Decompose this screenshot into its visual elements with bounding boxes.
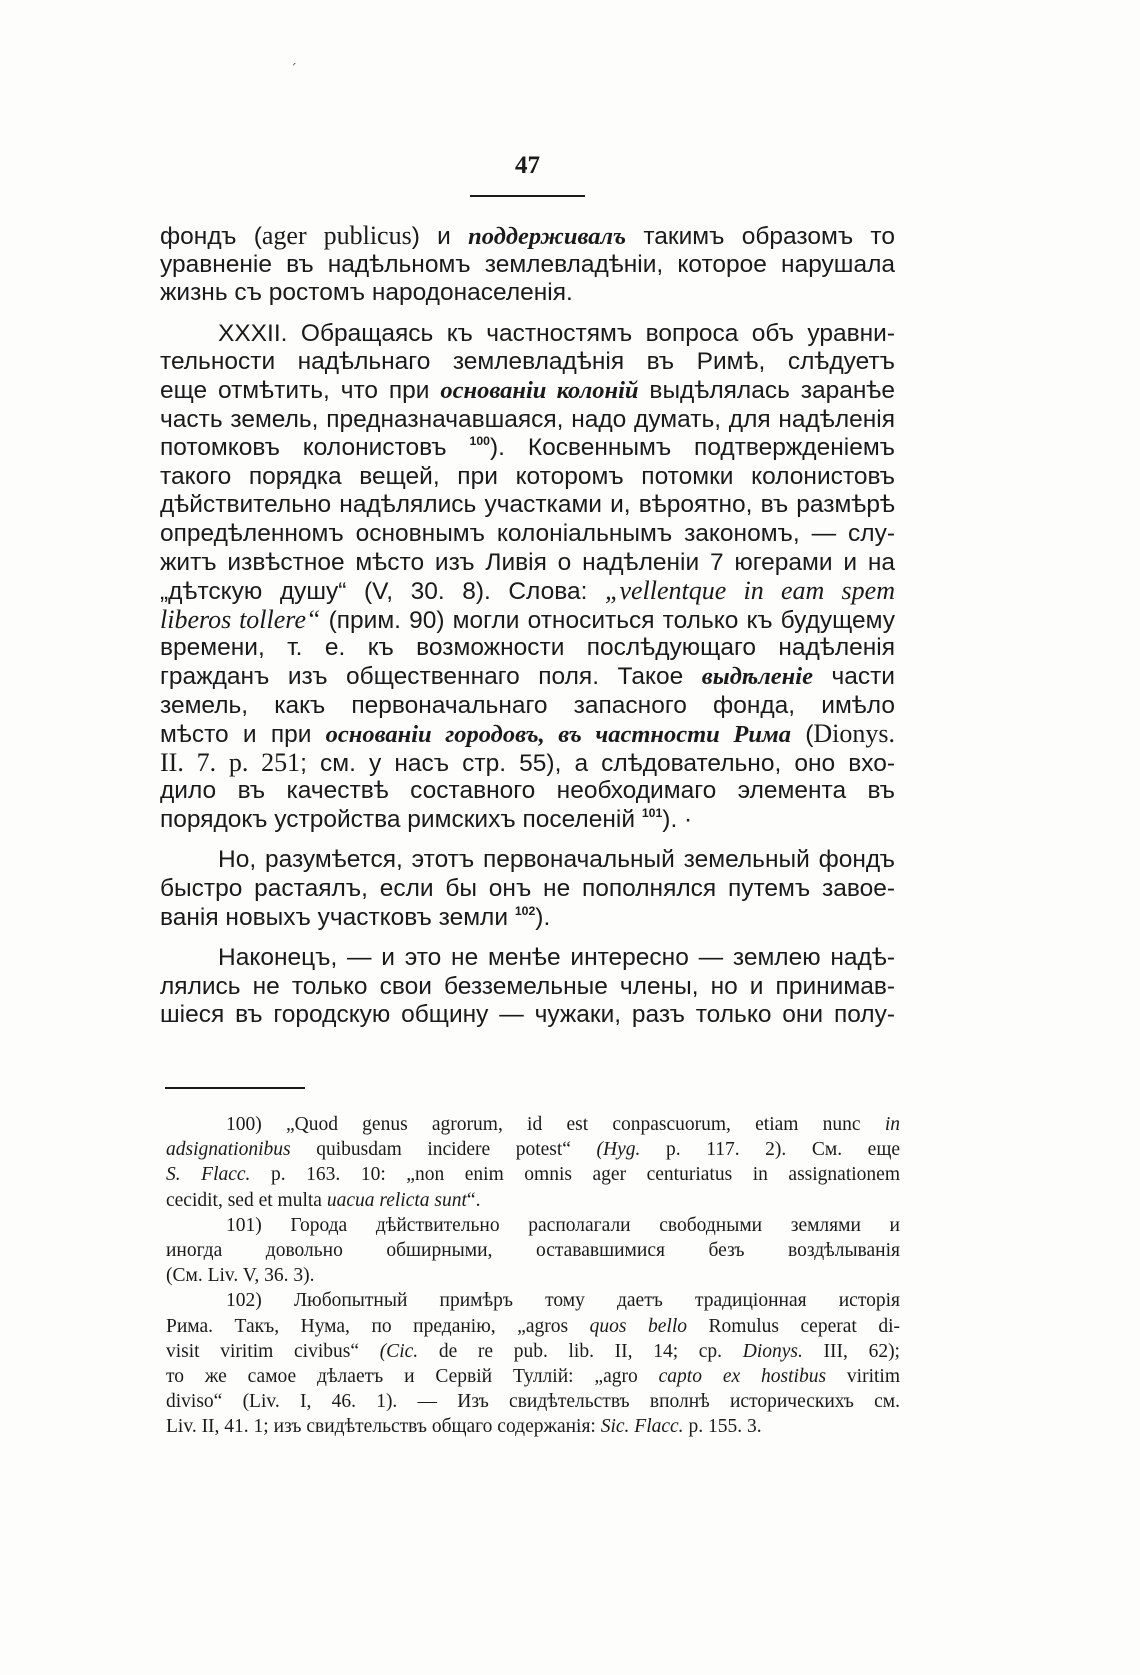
text-run: Liv. II, 41. 1; изъ свидѣтельствъ общаго содержанія: bbox=[166, 1416, 601, 1438]
footnote-ref: 101 bbox=[641, 806, 663, 821]
text-line bbox=[160, 749, 895, 778]
emphasis: основаніи колоній bbox=[440, 376, 639, 404]
italic-text: in bbox=[884, 1114, 900, 1135]
text-line: лялись не только свои безземельные члены, но и принимав- bbox=[160, 972, 895, 1000]
text-run: cecidit, sed et multa bbox=[166, 1189, 327, 1211]
text-line: земель, какъ первоначальнаго запасного фонда, имѣло bbox=[160, 691, 895, 719]
italic-text: (Hyg. bbox=[596, 1139, 641, 1161]
emphasis: выдѣленіе bbox=[701, 662, 813, 690]
italic-text: Dionys. bbox=[742, 1340, 803, 1362]
text-run: Romulus ceperat di- bbox=[687, 1315, 900, 1337]
text-run: quibusdam incidere potest“ bbox=[290, 1139, 597, 1161]
latin-text: ager publicus bbox=[261, 221, 412, 250]
page-number: 47 bbox=[515, 152, 540, 179]
emphasis: поддерживалъ bbox=[468, 223, 627, 250]
footnote-rule bbox=[165, 1087, 305, 1089]
latin-text: II. 7. p. 251 bbox=[160, 747, 301, 777]
text-line bbox=[160, 663, 895, 692]
text-line: шіеся въ городскую общину — чужаки, разъ только они полу- bbox=[160, 1001, 895, 1029]
text-run: “. bbox=[466, 1189, 481, 1211]
text-line bbox=[160, 606, 895, 635]
text-run: (прим. 90) могли относиться только къ будущему bbox=[320, 606, 896, 634]
italic-text: uacua relicta sunt bbox=[326, 1189, 467, 1211]
text-line bbox=[160, 904, 895, 933]
text-line bbox=[160, 222, 895, 251]
stray-mark: ˊ bbox=[290, 62, 297, 78]
italic-text: quos bello bbox=[589, 1315, 687, 1337]
footnote-line: иногда довольно обширными, остававшимися безъ воздѣлыванія bbox=[166, 1239, 900, 1261]
text-line: дѣйствительно надѣлялись участками и, вѣроятно, въ размѣрѣ bbox=[160, 491, 895, 519]
text-run: 100) „Quod genus agrorum, id est conpascuorum, etiam nunc bbox=[226, 1114, 885, 1135]
text-line: дило въ качествѣ составного необходимаго элемента въ bbox=[160, 777, 895, 805]
text-run: ; см. у насъ стр. 55), а слѣдовательно, оно вхо- bbox=[300, 749, 895, 777]
text-line bbox=[160, 577, 895, 606]
main-text bbox=[160, 222, 895, 1030]
text-run: ) и bbox=[411, 223, 469, 250]
footnote-line bbox=[166, 1414, 900, 1439]
text-run: еще отмѣтить, что при bbox=[160, 376, 441, 404]
text-line bbox=[160, 434, 895, 463]
text-run: ванія новыхъ участковъ земли bbox=[160, 903, 515, 931]
italic-text: S. Flacc. bbox=[166, 1164, 251, 1186]
footnote-100 bbox=[166, 1112, 900, 1137]
text-run: выдѣлялась заранѣе bbox=[638, 376, 895, 404]
text-line: уравненіе въ надѣльномъ землевладѣніи, которое нарушала bbox=[160, 250, 895, 278]
text-line bbox=[160, 720, 895, 749]
text-run: p. 163. 10: „non enim omnis ager centuriatus in assignationem bbox=[250, 1164, 900, 1186]
text-line: тельности надѣльнаго землевладѣнія въ Римѣ, слѣдуетъ bbox=[160, 348, 895, 376]
paragraph-start: Но, разумѣется, этотъ первоначальный земельный фондъ bbox=[218, 846, 895, 874]
text-run: „дѣтскую душу“ (V, 30. 8). Слова: bbox=[160, 578, 605, 606]
footnote-line bbox=[166, 1188, 900, 1213]
emphasis: основаніи городовъ, въ частности Рима bbox=[325, 721, 791, 749]
text-line: опредѣленномъ основнымъ колоніальнымъ закономъ, — слу- bbox=[160, 519, 895, 547]
footnote-101: 101) Города дѣйствительно располагали свободными землями и bbox=[226, 1214, 900, 1236]
text-line bbox=[160, 806, 895, 835]
italic-text: capto ex hostibus bbox=[658, 1365, 827, 1387]
page-number-rule bbox=[470, 195, 585, 197]
text-line: такого порядка вещей, при которомъ потомки колонистовъ bbox=[160, 462, 895, 490]
text-line: часть земель, предназначавшаяся, надо думать, для надѣленія bbox=[160, 405, 895, 433]
text-run: p. 117. 2). См. еще bbox=[640, 1139, 900, 1161]
text-run: ). · bbox=[662, 805, 693, 833]
text-run: то же самое дѣлаетъ и Сервій Туллій: „agro bbox=[166, 1365, 659, 1387]
footnotes bbox=[166, 1112, 900, 1439]
paragraph-start: XXXII. Обращаясь къ частностямъ вопроса объ уравни- bbox=[218, 319, 895, 347]
text-run: ). bbox=[535, 903, 551, 931]
text-run: гражданъ изъ общественнаго поля. Такое bbox=[160, 662, 702, 690]
text-run: порядокъ устройства римскихъ поселеній bbox=[160, 805, 642, 833]
text-run: потомковъ колонистовъ bbox=[160, 434, 470, 462]
italic-text: (Cic. bbox=[379, 1340, 419, 1362]
footnote-line bbox=[166, 1162, 900, 1187]
text-run: такимъ образомъ то bbox=[626, 223, 896, 250]
text-line: житъ извѣстное мѣсто изъ Ливія о надѣленіи 7 югерами и на bbox=[160, 548, 895, 576]
text-run: viritim bbox=[826, 1365, 900, 1387]
text-line: жизнь съ ростомъ народонаселенія. bbox=[160, 279, 573, 307]
footnote-ref: 100 bbox=[469, 434, 490, 449]
text-line bbox=[160, 377, 895, 406]
text-run: мѣсто и при bbox=[160, 721, 326, 749]
text-run: части bbox=[812, 662, 895, 690]
footnote-line bbox=[166, 1314, 900, 1339]
italic-text: Sic. Flacc. bbox=[600, 1416, 684, 1438]
paragraph-start: Наконецъ, — и это не менѣе интересно — землею надѣ- bbox=[218, 944, 895, 972]
footnote-line: (См. Liv. V, 36. 3). bbox=[166, 1265, 315, 1287]
italic-text: adsignationibus bbox=[166, 1139, 291, 1161]
text-run: Рима. Такъ, Нума, по преданію, „agros bbox=[166, 1315, 590, 1337]
text-line: времени, т. е. къ возможности послѣдующаго надѣленія bbox=[160, 634, 895, 662]
footnote-line bbox=[166, 1339, 900, 1364]
footnote-ref: 102 bbox=[514, 903, 536, 918]
text-run: p. 155. 3. bbox=[683, 1416, 762, 1438]
footnote-line bbox=[166, 1364, 900, 1389]
text-run: visit viritim civibus“ bbox=[166, 1340, 380, 1362]
footnote-102: 102) Любопытный примѣръ тому даетъ традиціонная исторія bbox=[226, 1290, 900, 1312]
text-run: ( bbox=[790, 721, 814, 749]
latin-text: Dionys. bbox=[813, 719, 895, 749]
text-run: III, 62); bbox=[802, 1340, 900, 1362]
text-run: ). Косвеннымъ подтвержденіемъ bbox=[489, 434, 895, 462]
latin-quote: liberos tollere“ bbox=[160, 604, 321, 634]
text-run: de re pub. lib. II, 14; cp. bbox=[418, 1340, 743, 1362]
footnote-line: diviso“ (Liv. I, 46. 1). — Изъ свидѣтельствъ вполнѣ историческихъ см. bbox=[166, 1391, 900, 1413]
text-run: фондъ ( bbox=[160, 223, 262, 250]
footnote-line bbox=[166, 1137, 900, 1162]
latin-quote: „vellentque in eam spem bbox=[604, 576, 895, 606]
text-line: быстро растаялъ, если бы онъ не пополнялся путемъ завое- bbox=[160, 875, 895, 903]
